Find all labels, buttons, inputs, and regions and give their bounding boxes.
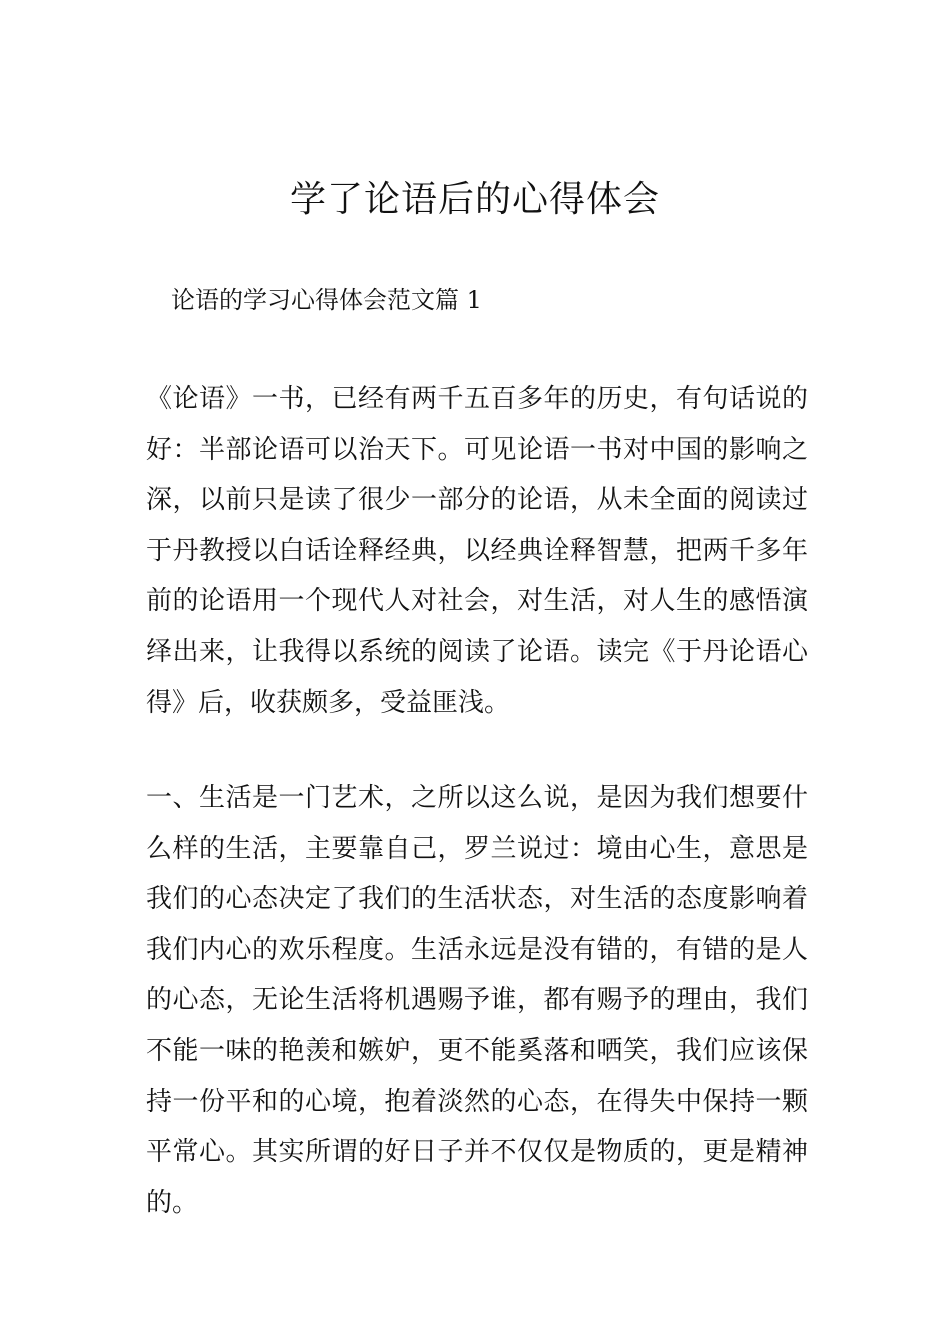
document-subtitle: 论语的学习心得体会范文篇 1 — [171, 286, 482, 314]
paragraph-1: 《论语》一书，已经有两千五百多年的历史，有句话说的好：半部论语可以治天下。可见论语一书对中国的影响之深，以前只是读了很少一部分的论语，从未全面的阅读过于丹教授以白话诠释经典，以经典诠释智慧，把两千多年前的论语用一个现代人对社会，对生活，对人生的感悟演绎出来，让我得以系统的阅读了论语。读完《于丹论语心得》后，收获颇多，受益匪浅。 — [146, 384, 808, 718]
document-title: 学了论语后的心得体会 — [289, 179, 660, 220]
paragraph-2: 一、生活是一门艺术，之所以这么说，是因为我们想要什么样的生活，主要靠自己，罗兰说过：境由心生，意思是我们的心态决定了我们的生活状态，对生活的态度影响着我们内心的欢乐程度。生活永远是没有错的，有错的是人的心态，无论生活将机遇赐予谁，都有赐予的理由，我们不能一味的艳羡和嫉妒，更不能奚落和哂笑，我们应该保持一份平和的心境，抱着淡然的心态，在得失中保持一颗平常心。其实所谓的好日子并不仅仅是物质的，更是精神的。 — [146, 783, 808, 1218]
